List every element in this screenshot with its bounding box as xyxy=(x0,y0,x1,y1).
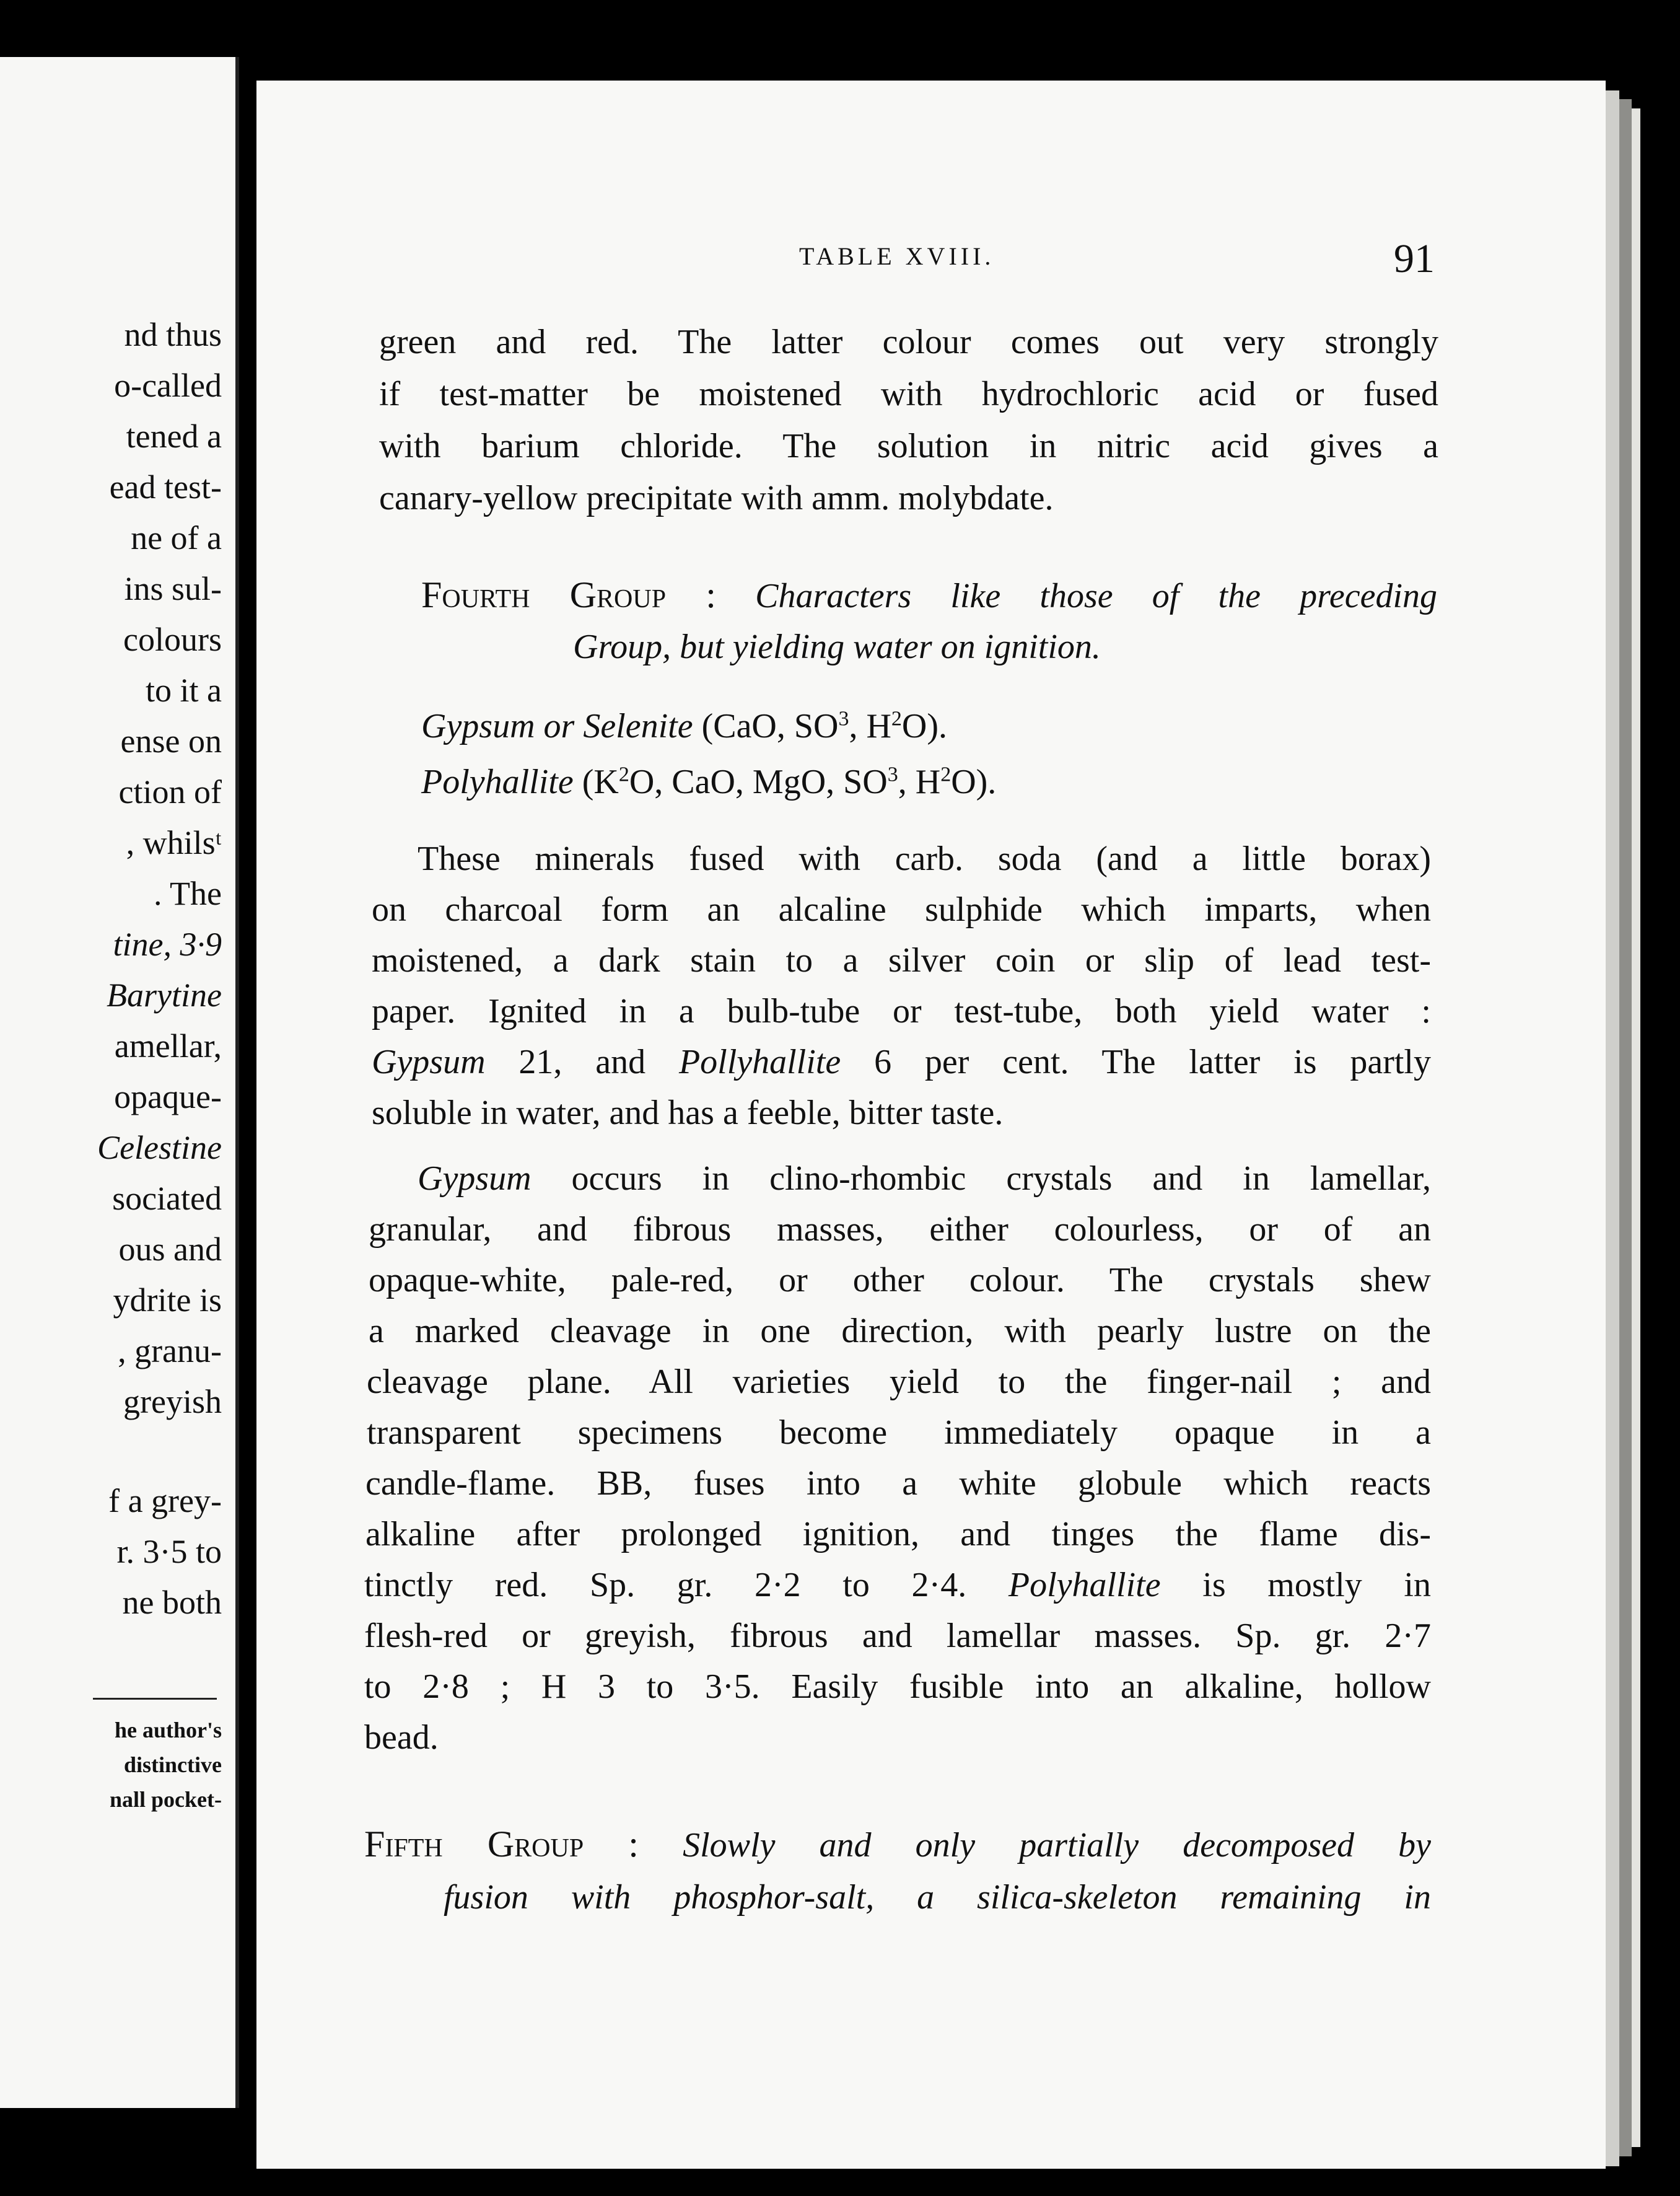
paragraph-line: with barium chloride. The solution in nitric acid gives a xyxy=(379,427,1438,465)
formula-part: , H xyxy=(849,707,891,745)
left-text-line: . The xyxy=(154,875,222,912)
formula-sup: 2 xyxy=(940,763,952,786)
group-label: Fifth Group : xyxy=(364,1824,639,1864)
paragraph-line: canary-yellow precipitate with amm. molybdate. xyxy=(379,479,1054,517)
left-footnote-line: distinctive xyxy=(124,1752,222,1777)
left-text-line: , granu- xyxy=(118,1332,222,1369)
left-text-line: ne both xyxy=(122,1584,222,1621)
paragraph-line: cleavage plane. All varieties yield to the finger-nail ; and xyxy=(367,1363,1431,1401)
page-edge xyxy=(1632,108,1640,2147)
group-description: Group, but yielding water on ignition. xyxy=(573,628,1101,666)
paragraph-line: a marked cleavage in one direction, with pearly lustre on the xyxy=(369,1312,1431,1350)
left-text-line: tine, 3·9 xyxy=(113,926,222,963)
paragraph-line xyxy=(418,1154,1431,1203)
text-run: 6 per cent. The latter is partly xyxy=(841,1043,1431,1081)
left-text-line: ydrite is xyxy=(113,1281,222,1319)
paragraph-line: paper. Ignited in a bulb-tube or test-tube, both yield water : xyxy=(372,992,1431,1030)
mineral-name: Gypsum xyxy=(372,1043,486,1081)
paragraph-line xyxy=(372,1037,1431,1087)
paragraph-line: on charcoal form an alcaline sulphide which imparts, when xyxy=(372,890,1431,929)
footnote-rule xyxy=(93,1698,217,1700)
paragraph-line: opaque-white, pale-red, or other colour. The crystals shew xyxy=(369,1261,1431,1299)
paragraph-line: alkaline after prolonged ignition, and tinges the flame dis- xyxy=(365,1515,1431,1553)
formula-part: (K xyxy=(582,763,619,801)
text-run: tinctly red. Sp. gr. 2·2 to 2·4. xyxy=(364,1566,1008,1604)
paragraph-line: soluble in water, and has a feeble, bitter taste. xyxy=(372,1094,1004,1132)
paragraph-line: bead. xyxy=(364,1718,439,1757)
paragraph-line: flesh-red or greyish, fibrous and lamellar masses. Sp. gr. 2·7 xyxy=(364,1617,1431,1655)
left-text-line: ense on xyxy=(120,722,222,760)
formula-part: O, CaO, MgO, SO xyxy=(629,763,888,801)
paragraph-line: candle-flame. BB, fuses into a white globule which reacts xyxy=(365,1464,1431,1503)
formula-part: (CaO, SO xyxy=(701,707,839,745)
group-description: fusion with phosphor-salt, a silica-skeleton remaining in xyxy=(444,1878,1431,1917)
left-text-line: Barytine xyxy=(107,977,222,1014)
mineral-polyhallite xyxy=(421,757,996,807)
mineral-name: Gypsum or Selenite xyxy=(421,707,693,745)
page-edge xyxy=(1606,90,1619,2166)
text-run: occurs in clino-rhombic crystals and in lamellar, xyxy=(531,1159,1431,1198)
paragraph-line: green and red. The latter colour comes out very strongly xyxy=(379,323,1438,361)
mineral-gypsum xyxy=(421,701,947,751)
formula-part: O). xyxy=(901,707,948,745)
left-text-line: o-called xyxy=(114,367,222,404)
group-description: Characters like those of the preceding xyxy=(755,577,1437,615)
left-footnote-line: nall pocket- xyxy=(109,1787,222,1812)
fifth-group-heading xyxy=(364,1819,1431,1870)
left-text-line: to it a xyxy=(146,672,222,709)
paragraph-line xyxy=(364,1560,1431,1610)
left-text-line: , whilsᵗ xyxy=(126,824,222,861)
text-run: 21, and xyxy=(485,1043,679,1081)
text-run: is mostly in xyxy=(1160,1566,1431,1604)
formula-sup: 3 xyxy=(838,707,849,731)
group-label: Fourth Group : xyxy=(421,574,716,615)
formula-sup: 2 xyxy=(618,763,629,786)
left-text-line: opaque- xyxy=(114,1078,222,1115)
left-footnote-line: he author's xyxy=(114,1718,222,1742)
paragraph-line: These minerals fused with carb. soda (and a little borax) xyxy=(418,840,1431,878)
left-text-line: ne of a xyxy=(131,519,222,556)
formula-sup: 3 xyxy=(887,763,898,786)
paragraph-line: granular, and fibrous masses, either colourless, or of an xyxy=(369,1210,1431,1249)
left-text-line: greyish xyxy=(123,1383,222,1420)
paragraph-line: to 2·8 ; H 3 to 3·5. Easily fusible into an alkaline, hollow xyxy=(364,1667,1431,1706)
paragraph-line: if test-matter be moistened with hydrochloric acid or fused xyxy=(379,375,1438,413)
running-header: TABLE XVIII. xyxy=(799,242,995,270)
formula-part: O). xyxy=(951,763,997,801)
fourth-group-heading xyxy=(421,570,1437,621)
left-text-line: amellar, xyxy=(114,1027,222,1065)
mineral-name: Pollyhallite xyxy=(678,1043,841,1081)
left-facing-page xyxy=(0,57,239,2108)
left-text-line: Celestine xyxy=(97,1129,222,1166)
left-text-line: colours xyxy=(123,621,222,658)
left-text-line: sociated xyxy=(112,1180,222,1217)
group-description: Slowly and only partially decomposed by xyxy=(683,1826,1432,1864)
mineral-name: Polyhallite xyxy=(421,763,574,801)
left-text-line: ead test- xyxy=(109,468,222,506)
left-text-line: nd thus xyxy=(124,316,222,353)
page-edge xyxy=(1619,99,1632,2156)
left-text-line: r. 3·5 to xyxy=(116,1533,222,1570)
formula-part: , H xyxy=(898,763,941,801)
formula-sup: 2 xyxy=(891,707,902,731)
left-text-line: ction of xyxy=(118,773,222,810)
paragraph-line: transparent specimens become immediately opaque in a xyxy=(367,1413,1431,1452)
mineral-name: Gypsum xyxy=(418,1159,532,1198)
left-text-line: ins sul- xyxy=(124,570,222,607)
mineral-name: Polyhallite xyxy=(1008,1566,1161,1604)
left-text-line: f a grey- xyxy=(108,1482,222,1519)
left-text-line: ous and xyxy=(118,1231,222,1268)
paragraph-line: moistened, a dark stain to a silver coin or slip of lead test- xyxy=(372,941,1431,980)
page-number: 91 xyxy=(1394,236,1435,281)
left-text-line: tened a xyxy=(126,418,222,455)
